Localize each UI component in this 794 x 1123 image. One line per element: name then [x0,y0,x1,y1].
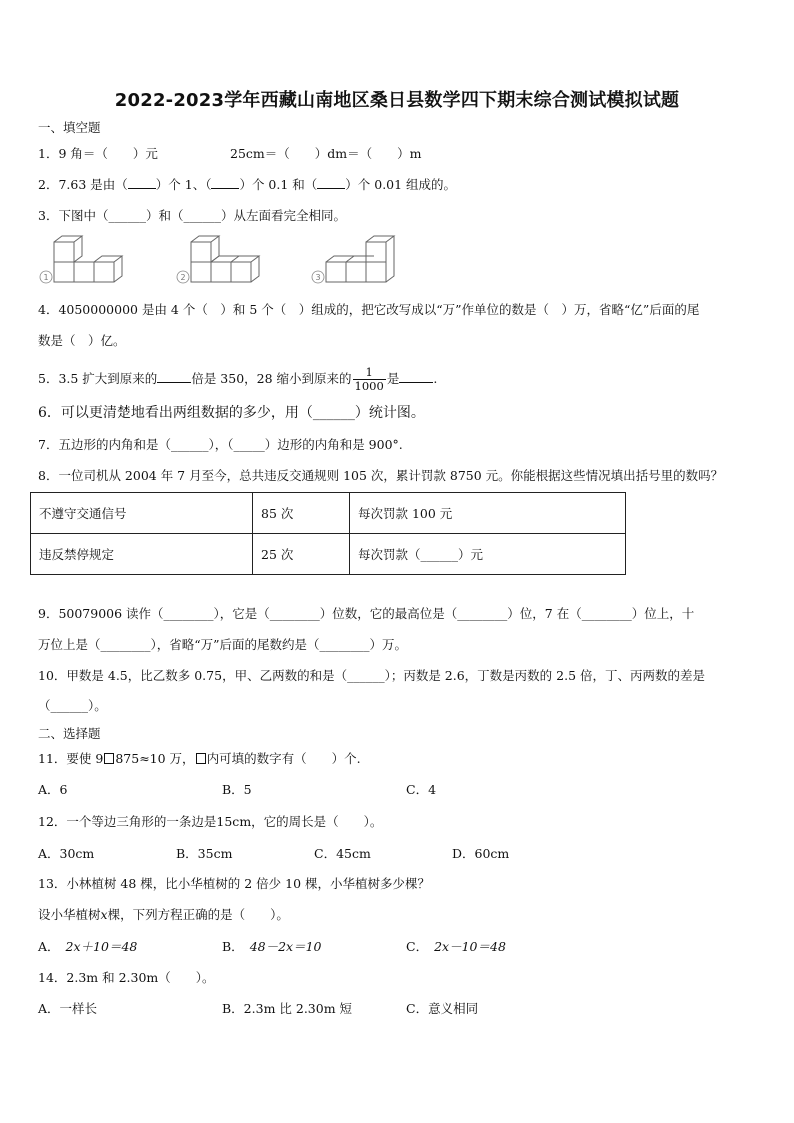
figure-label-2: 2 [180,273,186,282]
q11-text-1: 11．要使 9 [38,751,104,766]
q5-blank-1[interactable] [157,370,191,383]
q13-option-b[interactable] [222,938,322,956]
q13-option-a[interactable] [38,938,137,956]
q13-variable: x [100,907,108,922]
q5-text-2: 倍是 350，28 缩小到原来的 [191,371,352,386]
question-3: 3．下图中（______）和（______）从左面看完全相同。 [38,208,346,223]
table-cell: 25 次 [253,534,350,575]
question-9-line-2: 万位上是（________），省略“万”后面的尾数约是（________）万。 [38,637,408,652]
q14-option-b[interactable]: B．2.3m 比 2.30m 短 [222,1001,353,1016]
q13-text-1: 设小华植树 [38,907,101,922]
q5-blank-2[interactable] [399,370,433,383]
q2-blank-1[interactable] [128,176,156,189]
q5-text-3: 是 [386,371,400,386]
table-cell: 违反禁停规定 [31,534,253,575]
q12-option-d[interactable]: D．60cm [452,846,510,861]
question-4-line-1: 4．4050000000 是由 4 个（ ）和 5 个（ ）组成的，把它改写成以“万”作单位的数是（ ）万，省略“亿”后面的尾 [38,302,700,317]
q14-option-a[interactable]: A．一样长 [38,1001,98,1016]
q12-option-b[interactable]: B．35cm [176,846,233,861]
question-7: 7．五边形的内角和是（______），（_____）边形的内角和是 900°. [38,437,403,452]
q13-option-a-equation: 2x＋10＝48 [65,939,138,954]
question-12: 12．一个等边三角形的一条边是15cm，它的周长是（ ）。 [38,814,383,829]
square-box-icon [104,753,114,764]
q2-text-4: ）个 0.01 组成的。 [345,177,457,192]
figure-label-1: 1 [43,273,49,282]
q12-option-c[interactable]: C．45cm [314,846,371,861]
q13-option-c[interactable] [406,938,506,956]
q13-option-a-label: A． [38,939,60,954]
q11-option-a[interactable]: A．6 [38,782,68,797]
figure-label-3: 3 [315,273,321,282]
q5-text-4: . [433,371,438,386]
cube-figure-2 [191,236,259,282]
fraction-one-thousandth [353,366,386,393]
q2-text-2: ）个 1、（ [155,177,212,192]
table-row [31,534,626,575]
question-4-line-2: 数是（ ）亿。 [38,333,126,348]
section-heading-fill-in: 一、填空题 [38,120,101,135]
fraction-numerator: 1 [353,366,386,380]
q13-text-2: 棵，下列方程正确的是（ ）。 [107,907,289,922]
question-14: 14．2.3m 和 2.30m（ ）。 [38,970,215,985]
q13-option-b-label: B． [222,939,244,954]
question-11 [38,750,361,768]
q2-text-3: ）个 0.1 和（ [239,177,318,192]
traffic-violation-table [30,492,626,575]
q2-text-1: 2．7.63 是由（ [38,177,128,192]
table-cell: 85 次 [253,493,350,534]
q13-option-c-label: C． [406,939,429,954]
section-heading-multiple-choice: 二、选择题 [38,726,101,741]
question-9-line-1: 9．50079006 读作（________），它是（________）位数，它的最高位是（________）位，7 在（________）位上，十 [38,606,695,621]
q2-blank-3[interactable] [317,176,345,189]
cube-figure-1 [54,236,122,282]
q2-blank-2[interactable] [211,176,239,189]
q11-option-c[interactable]: C．4 [406,782,437,797]
table-cell: 每次罚款 100 元 [350,493,626,534]
question-2 [38,176,456,194]
q14-option-c[interactable]: C．意义相同 [406,1001,479,1016]
table-row [31,493,626,534]
question-13-line-2 [38,906,289,924]
q11-text-3: 内可填的数字有（ ）个. [206,751,361,766]
question-5 [38,366,437,393]
question-10-line-2: （______）。 [38,698,107,713]
q13-option-c-equation: 2x－10＝48 [434,939,506,954]
question-1-part-b: 25cm＝（ ）dm＝（ ）m [230,146,422,161]
cube-figure-3 [326,236,394,282]
question-10-line-1: 10．甲数是 4.5，比乙数多 0.75，甲、乙两数的和是（______）；丙数是 2.6，丁数是丙数的 2.5 倍，丁、丙两数的差是 [38,668,705,683]
q11-text-2: 875≈10 万， [115,751,195,766]
question-6: 6．可以更清楚地看出两组数据的多少，用（______）统计图。 [38,405,425,421]
square-box-icon [196,753,206,764]
q5-text-1: 5．3.5 扩大到原来的 [38,371,158,386]
q12-option-a[interactable]: A．30cm [38,846,95,861]
page-title: 2022-2023学年西藏山南地区桑日县数学四下期末综合测试模拟试题 [114,90,680,111]
q13-option-b-equation: 48－2x＝10 [249,939,322,954]
question-8: 8．一位司机从 2004 年 7 月至今，总共违反交通规则 105 次，累计罚款 8750 元。你能根据这些情况填出括号里的数吗？ [38,468,724,483]
cube-figures [36,232,396,292]
question-1-part-a: 1．9 角＝（ ）元 [38,146,158,161]
table-cell: 每次罚款（______）元 [350,534,626,575]
question-13-line-1: 13．小林植树 48 棵，比小华植树的 2 倍少 10 棵，小华植树多少棵？ [38,876,431,891]
table-cell: 不遵守交通信号 [31,493,253,534]
q11-option-b[interactable]: B．5 [222,782,252,797]
fraction-denominator: 1000 [354,379,384,393]
